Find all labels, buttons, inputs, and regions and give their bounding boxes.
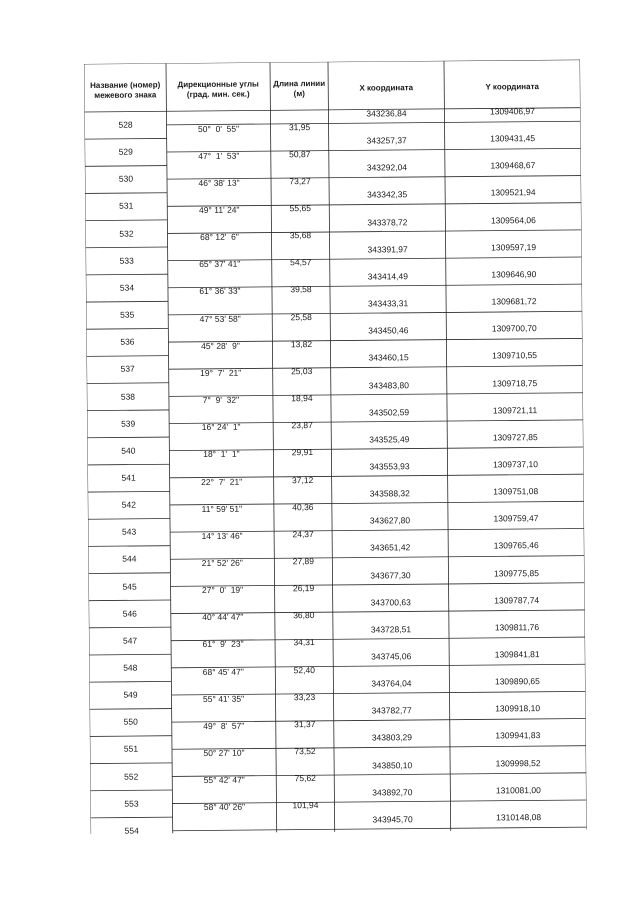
row-line [87,437,169,438]
line-length: 36,80 [293,610,315,621]
point-name: 540 [121,445,136,456]
row-line [90,736,172,737]
x-coordinate: 343378,72 [367,216,408,228]
line-length: 101,94 [292,800,319,811]
point-name: 530 [118,173,134,184]
line-length: 23,87 [291,420,313,431]
direction-angle: 7° 9' 32" [202,394,240,406]
x-coordinate: 343483,80 [368,379,409,391]
x-coordinate: 343627,80 [369,515,411,526]
point-name: 535 [120,309,135,320]
x-coordinate: 343236,84 [366,108,407,119]
direction-angle: 58° 40' 26" [203,801,246,813]
point-name: 545 [122,581,137,592]
y-coordinate: 1309700,70 [491,323,537,334]
direction-angle: 50° 27' 10" [203,747,245,758]
line-length: 37,12 [291,474,314,485]
x-coordinate: 343553,93 [369,461,410,472]
point-name: 541 [121,472,136,483]
row-line [88,573,170,574]
line-length: 75,62 [294,773,316,784]
row-line [86,301,168,302]
direction-angle: 19° 7' 21" [200,367,242,378]
x-coordinate: 343892,70 [372,786,413,798]
point-name: 550 [123,716,138,727]
x-coordinate: 343677,30 [370,569,411,581]
direction-angle: 16° 24' 1" [201,421,241,433]
row-line [86,274,168,275]
point-name: 552 [124,771,139,782]
y-coordinate: 1309406,97 [489,106,535,117]
direction-angle: 18° 1' 1" [203,449,240,460]
y-coordinate: 1309597,19 [491,241,537,253]
point-name: 528 [118,119,133,130]
y-coordinate: 1309775,85 [493,567,539,578]
direction-angle: 49° 8' 57" [203,720,245,731]
y-coordinate: 1309564,06 [490,214,536,226]
line-length: 25,58 [290,311,312,322]
row-line [90,763,172,764]
row-line [87,464,169,465]
x-coordinate: 343764,04 [371,678,412,689]
direction-angle: 49° 11' 24" [198,204,240,216]
row-line [89,600,171,601]
x-coordinate: 343450,46 [368,325,409,336]
point-name: 547 [122,635,138,646]
y-coordinate: 1309721,11 [492,404,538,416]
point-name: 551 [123,743,139,755]
y-coordinate: 1309751,08 [493,486,539,497]
row-line [87,356,169,357]
y-coordinate: 1309759,47 [493,513,539,524]
row-line [85,193,167,194]
row-line [90,790,172,791]
x-coordinate: 343782,77 [371,705,412,716]
direction-angle: 61° 36' 33" [199,286,241,297]
row-line [85,166,167,167]
y-coordinate: 1309998,52 [495,757,541,769]
point-name: 543 [121,526,137,537]
direction-angle: 55° 41' 35" [202,693,245,704]
y-coordinate: 1309941,83 [495,730,541,741]
row-line [88,546,170,547]
direction-angle: 61° 9' 23" [202,639,244,650]
x-coordinate: 343292,04 [366,162,408,173]
x-coordinate: 343803,29 [371,732,413,743]
row-line [85,220,167,221]
row-line [89,627,171,628]
header-length: Длина линии (м) [273,78,326,99]
line-length: 18,94 [291,393,313,404]
point-name: 536 [120,336,135,347]
line-length: 24,37 [292,528,314,540]
row-line [173,827,587,831]
x-coordinate: 343945,70 [372,814,413,825]
point-name: 538 [120,391,136,402]
row-line [91,817,173,818]
line-length: 54,57 [290,257,312,268]
point-name: 537 [120,363,135,375]
row-line [89,654,171,655]
y-coordinate: 1309710,55 [492,350,538,361]
line-length: 31,95 [288,121,311,132]
line-length: 13,82 [290,338,313,349]
point-name: 553 [124,798,139,809]
y-coordinate: 1310148,08 [496,811,542,823]
point-name: 532 [119,228,134,239]
point-name: 554 [124,825,139,836]
y-coordinate: 1309841,81 [494,649,540,660]
header-x: X координата [359,83,414,93]
point-name: 549 [123,689,138,700]
direction-angle: 65° 37' 41" [199,258,241,270]
row-line [87,410,169,411]
x-coordinate: 343414,49 [367,271,409,282]
y-coordinate: 1309646,90 [491,268,537,280]
y-coordinate: 1309787,74 [494,594,540,606]
line-length: 50,87 [289,148,311,159]
line-length: 40,36 [292,501,314,512]
point-name: 542 [121,499,136,510]
header-angle: Дирекционные углы (град. мин. сек.) [177,79,259,100]
x-coordinate: 343525,49 [369,433,410,445]
direction-angle: 40° 44' 47" [202,611,244,623]
row-line [85,138,167,139]
direction-angle: 45° 28' 9" [201,340,240,351]
y-coordinate: 1309431,45 [490,133,536,144]
line-length: 73,27 [289,175,311,187]
direction-angle: 50° 0' 55" [197,123,240,134]
point-name: 534 [119,282,135,293]
line-length: 52,40 [293,664,315,675]
direction-angle: 11° 59' 51" [201,503,243,514]
x-coordinate: 343391,97 [367,243,408,255]
direction-angle: 68° 12' 6" [200,231,239,243]
row-line [86,328,168,329]
line-length: 34,31 [293,637,315,648]
x-coordinate: 343502,59 [368,406,410,418]
direction-angle: 27° 0' 19" [201,584,244,596]
row-line [90,709,172,710]
x-coordinate: 343460,15 [368,352,409,363]
direction-angle: 14° 13' 46" [201,530,243,541]
line-length: 27,89 [292,555,315,567]
table-border-top [84,60,580,64]
point-name: 539 [120,418,136,429]
header-y: Y координата [485,82,539,92]
y-coordinate: 1310081,00 [495,784,541,796]
point-name: 548 [123,662,138,673]
y-coordinate: 1309521,94 [490,187,536,198]
y-coordinate: 1309765,46 [493,540,539,551]
y-coordinate: 1309681,72 [491,296,537,307]
boundary-coordinates-table [84,60,587,836]
point-name: 544 [122,553,137,565]
row-line [89,681,171,682]
row-line [87,383,169,384]
line-length: 39,58 [290,284,312,295]
line-length: 26,19 [292,583,315,594]
line-length: 73,52 [294,746,316,757]
line-length: 31,37 [294,718,316,730]
direction-angle: 46° 38' 13" [198,177,240,188]
x-coordinate: 343745,06 [371,651,412,662]
row-line [86,247,168,248]
y-coordinate: 1309918,10 [495,703,541,714]
row-line [88,491,170,492]
point-name: 531 [119,201,134,212]
direction-angle: 68° 45' 47" [202,666,244,677]
x-coordinate: 343728,51 [370,624,412,635]
y-coordinate: 1309737,10 [492,458,539,470]
point-name: 533 [119,255,134,266]
direction-angle: 22° 7' 21" [201,476,243,487]
x-coordinate: 343433,31 [367,298,409,309]
y-coordinate: 1309811,76 [494,621,540,633]
y-coordinate: 1309718,75 [492,377,538,388]
direction-angle: 21° 52' 26" [201,557,243,568]
x-coordinate: 343850,10 [371,759,413,771]
line-length: 55,65 [289,203,311,214]
x-coordinate: 343651,42 [370,542,411,553]
y-coordinate: 1309727,85 [492,431,538,443]
direction-angle: 47° 1' 53" [198,150,240,161]
x-coordinate: 343700,63 [370,596,411,608]
direction-angle: 55° 42' 47" [203,774,245,786]
y-coordinate: 1309890,65 [494,676,540,687]
line-length: 29,91 [291,447,314,458]
line-length: 25,03 [291,365,313,377]
x-coordinate: 343588,32 [369,488,410,499]
line-length: 35,68 [289,230,312,241]
y-coordinate: 1309468,67 [490,160,536,171]
header-name: Название (номер) межевого знака [90,80,161,100]
direction-angle: 47° 53' 58" [199,313,241,324]
point-name: 529 [118,146,133,157]
point-name: 546 [122,608,137,619]
line-length: 33,23 [293,691,316,702]
x-coordinate: 343257,37 [366,135,407,146]
x-coordinate: 343342,35 [367,189,408,200]
row-line [88,519,170,520]
